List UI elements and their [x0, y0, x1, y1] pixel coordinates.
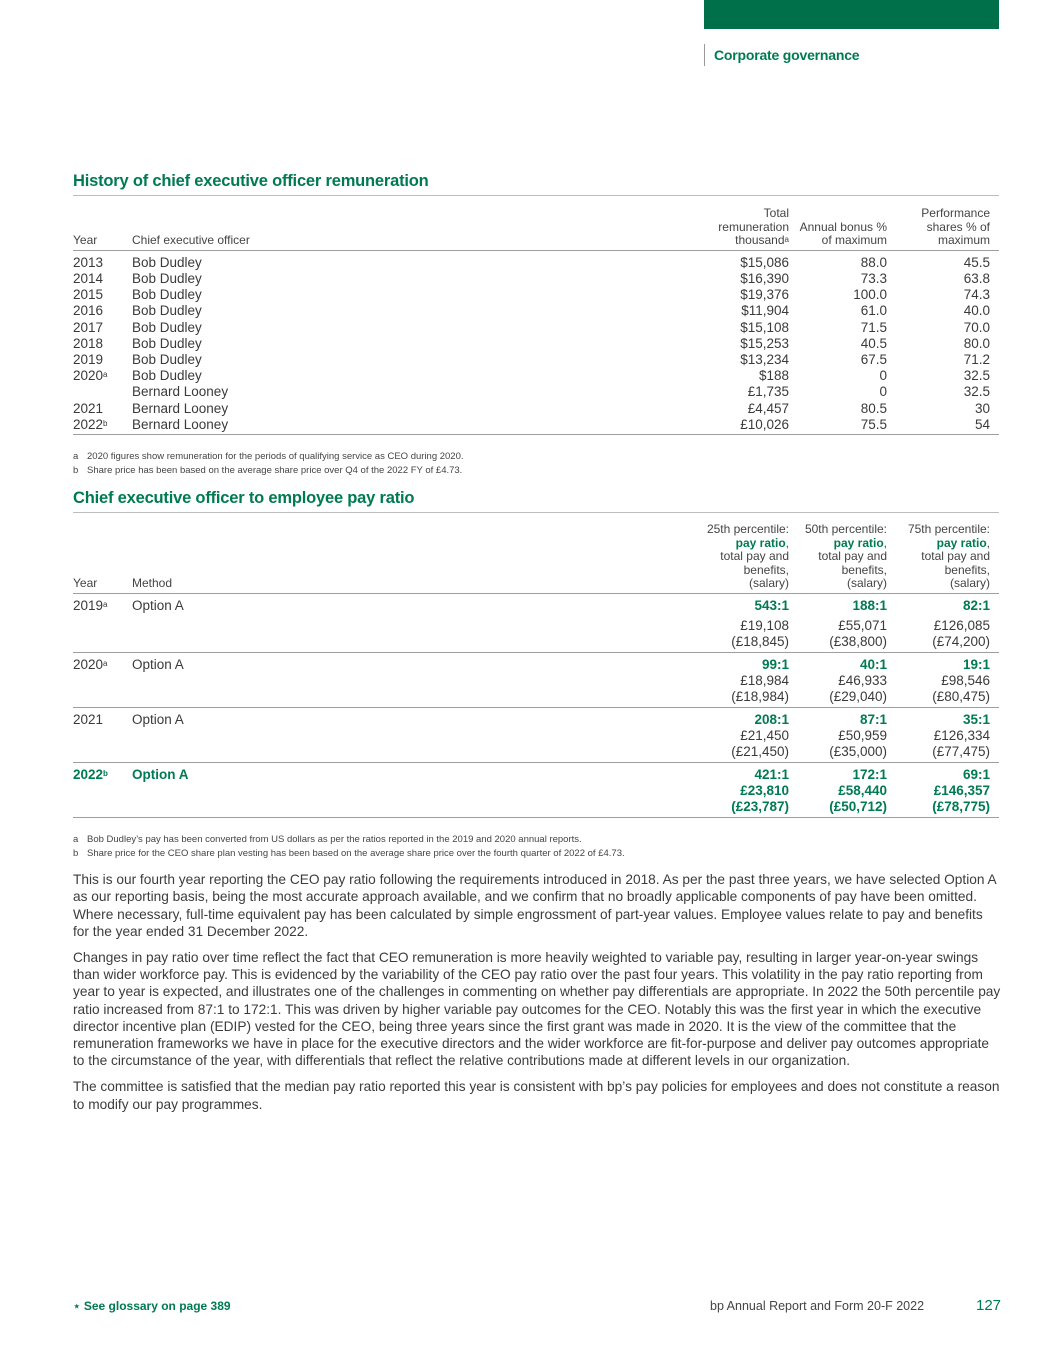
history-table	[73, 207, 999, 435]
footnote: b Share price for the CEO share plan vesting has been based on the average share price over the fourth quarter of 2022 of £4.73.	[73, 847, 625, 859]
footnote: b Share price has been based on the average share price over Q4 of the 2022 FY of £4.73.	[73, 464, 463, 476]
ratio-col-year: Year	[73, 576, 98, 591]
history-col-perf: Performance shares % of maximum	[921, 206, 990, 248]
table-row: 2013 Bob Dudley $15,086 88.0 45.5	[73, 254, 990, 270]
table-row: 2021 Option A 208:1 £21,450 (£21,450) 87:1 £50,959 (£35,000) 35:1 £126,334 (£77,475)	[73, 707, 999, 762]
ratio-col-p75: 75th percentile: pay ratio, total pay and benefits, (salary)	[907, 522, 990, 591]
history-col-bonus: Annual bonus % of maximum	[799, 219, 887, 248]
table-row: Bernard Looney £1,735 0 32.5	[132, 384, 990, 400]
paragraph: This is our fourth year reporting the CEO pay ratio following the requirements introduced in 2018. As per the past three years, we have selected Option A as our reporting basis, being the most accurate approach available, and we confirm that no broadly applicable components of pay have been omitted. Where necessary, full-time equivalent pay has been calculated by simple engrossment of part-year values. Employee values relate to pay and benefits for the year ended 31 December 2022.	[73, 872, 996, 939]
history-header-row	[73, 207, 999, 250]
history-title: History of chief executive officer remuneration	[73, 172, 429, 190]
footnote: a Bob Dudley’s pay has been converted from US dollars as per the ratios reported in the 2019 and 2020 annual reports.	[73, 834, 582, 845]
body-text	[73, 871, 1001, 1121]
table-row: 2018 Bob Dudley $15,253 40.5 80.0	[73, 335, 990, 351]
history-col-total: Total remuneration thousand$^a$	[718, 206, 789, 248]
table-row: 2016 Bob Dudley $11,904 61.0 40.0	[73, 303, 990, 319]
page-number: 127	[976, 1297, 1002, 1314]
ratio-col-method: Method	[132, 576, 173, 591]
report-title: bp Annual Report and Form 20-F 2022	[710, 1299, 925, 1313]
glossary-link[interactable]: ⋆ See glossary on page 389	[73, 1299, 231, 1313]
history-footnotes	[73, 450, 999, 477]
ratio-col-p25: 25th percentile: pay ratio, total pay and benefits, (salary)	[706, 522, 789, 591]
table-row: 2021 Bernard Looney £4,457 80.5 30	[73, 400, 990, 416]
table-row: 2019 Bob Dudley $13,234 67.5 71.2	[73, 352, 990, 367]
header-accent-bar	[704, 0, 999, 29]
table-row: 2020$^a$ Bob Dudley $188 0 32.5	[73, 368, 990, 384]
ratio-title-rule	[73, 512, 999, 513]
table-row: 2022$^b$ Bernard Looney £10,026 75.5 54	[73, 416, 990, 432]
paragraph: The committee is satisfied that the median pay ratio reported this year is consistent with bp’s pay policies for employees and does not constitute a reason to modify our pay programmes.	[73, 1079, 1000, 1112]
footnote: a 2020 figures show remuneration for the periods of qualifying service as CEO during 2020.	[73, 451, 464, 462]
paragraph: Changes in pay ratio over time reflect the fact that CEO remuneration is more heavily weighted to variable pay, resulting in larger year-on-year swings than wider workforce pay. This is evidenced by the variability of the CEO pay ratio over the past four years. This volatility in the pay ratio reporting from year to year is expected, and illustrates one of the challenges in commenting on whether pay differentials are appropriate. In 2022 the 50th percentile pay ratio increased from 87:1 to 172:1. This was driven by higher variable pay outcomes for the CEO. Notably this was the first year in which the executive director incentive plan (EDIP) vested for the CEO, being three years since the first grant was made in 2020. It is the view of the committee that the remuneration frameworks we have in place for the executive directors and the wider workforce are fit-for-purpose and deliver pay outcomes appropriate to the circumstance of the year, with differentials that reflect the relative contributions made at different levels in our organization.	[73, 949, 1001, 1069]
ratio-footnotes	[73, 833, 999, 860]
table-row-highlight: 2022$^b$ Option A 421:1 £23,810 (£23,787) 172:1 £58,440 (£50,712) 69:1 £146,357 (£78,775)	[73, 762, 999, 817]
table-row: 2020$^a$ Option A 99:1 £18,984 (£18,984) 40:1 £46,933 (£29,040) 19:1 £98,546 (£80,475)	[73, 652, 999, 707]
ratio-header-row	[73, 523, 999, 593]
table-row: 2014 Bob Dudley $16,390 73.3 63.8	[73, 270, 990, 286]
history-title-rule	[73, 195, 999, 196]
table-row: 2015 Bob Dudley $19,376 100.0 74.3	[73, 287, 990, 303]
ratio-table	[73, 523, 999, 818]
history-col-year: Year	[73, 233, 98, 248]
ratio-title: Chief executive officer to employee pay ratio	[73, 489, 415, 507]
history-col-ceo: Chief executive officer	[132, 233, 250, 248]
section-label: Corporate governance	[704, 44, 859, 66]
ratio-col-p50: 50th percentile: pay ratio, total pay and benefits, (salary)	[804, 522, 887, 591]
table-row: 2017 Bob Dudley $15,108 71.5 70.0	[73, 319, 990, 335]
table-row: 2019$^a$ Option A 543:1 £19,108 (£18,845) 188:1 £55,071 (£38,800) 82:1 £126,085 (£74,200)	[73, 593, 999, 652]
